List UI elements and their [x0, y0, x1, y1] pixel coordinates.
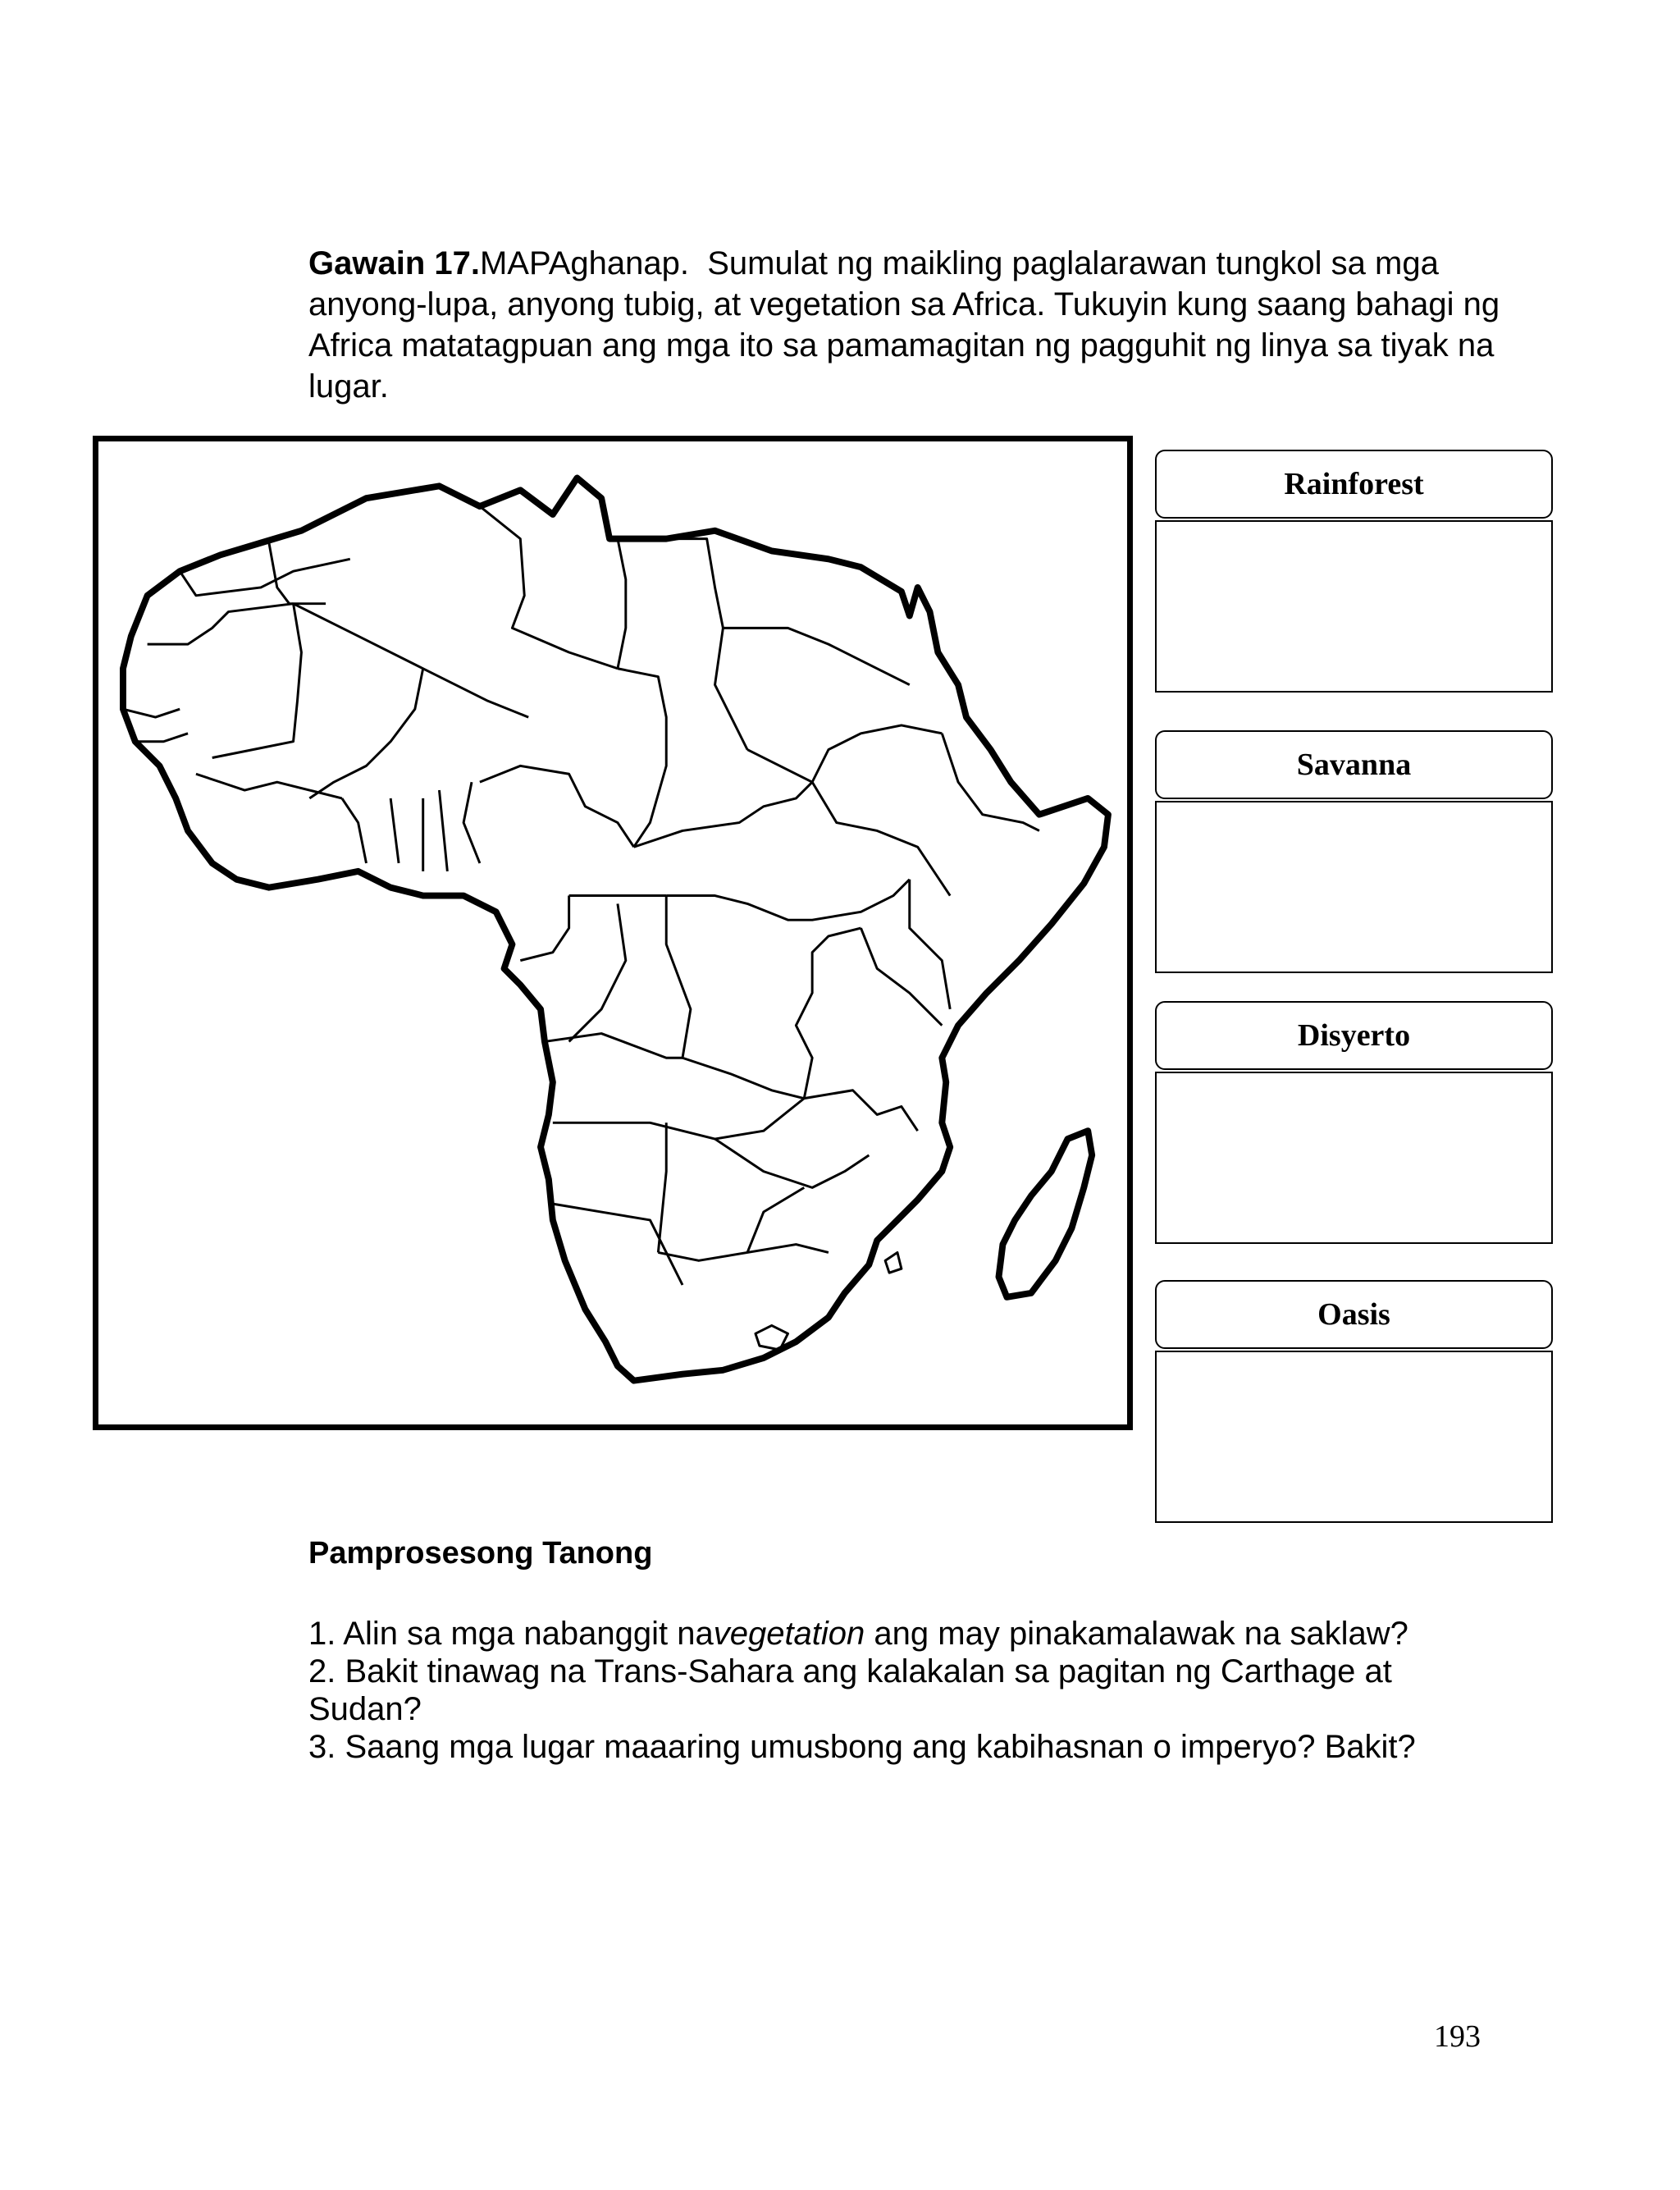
vegetation-answer-area-rainforest[interactable] [1155, 520, 1553, 693]
vegetation-answer-area-disyerto[interactable] [1155, 1072, 1553, 1244]
africa-coastline [123, 478, 1108, 1380]
questions-heading: Pamprosesong Tanong [308, 1536, 653, 1570]
question-3: 3. Saang mga lugar maaaring umusbong ang kabihasnan o imperyo? Bakit? [308, 1729, 1416, 1765]
vegetation-box-savanna [1155, 730, 1553, 973]
activity-title: Gawain 17. [308, 245, 480, 281]
africa-map [93, 436, 1133, 1430]
country-borders [123, 506, 1039, 1350]
page-number: 193 [1434, 2019, 1481, 2054]
vegetation-box-rainforest [1155, 450, 1553, 693]
question-1: 1. Alin sa mga nabanggit navegetation ang may pinakamalawak na saklaw? [308, 1616, 1408, 1652]
vegetation-label-rainforest: Rainforest [1155, 450, 1553, 519]
vegetation-answer-area-savanna[interactable] [1155, 801, 1553, 973]
question-2: 2. Bakit tinawag na Trans-Sahara ang kalakalan sa pagitan ng Carthage at Sudan? [308, 1653, 1392, 1727]
activity-instructions [308, 243, 1506, 407]
questions-list [308, 1615, 1506, 1766]
vegetation-label-savanna: Savanna [1155, 730, 1553, 799]
madagascar-outline [999, 1131, 1093, 1297]
africa-outline-map [98, 441, 1127, 1424]
vegetation-label-disyerto: Disyerto [1155, 1001, 1553, 1070]
vegetation-box-disyerto [1155, 1001, 1553, 1244]
vegetation-box-oasis [1155, 1280, 1553, 1523]
activity-name: MAPAghanap. [479, 245, 689, 281]
activity-text: Sumulat ng maikling paglalarawan tungkol sa mga anyong-lupa, anyong tubig, at vegetation sa Africa. Tukuyin kung saang bahagi ng Africa matatagpuan ang mga ito sa pamamagitan ng pagguhit ng linya sa tiyak na lugar. [308, 245, 1500, 405]
vegetation-answer-area-oasis[interactable] [1155, 1351, 1553, 1523]
vegetation-label-oasis: Oasis [1155, 1280, 1553, 1349]
